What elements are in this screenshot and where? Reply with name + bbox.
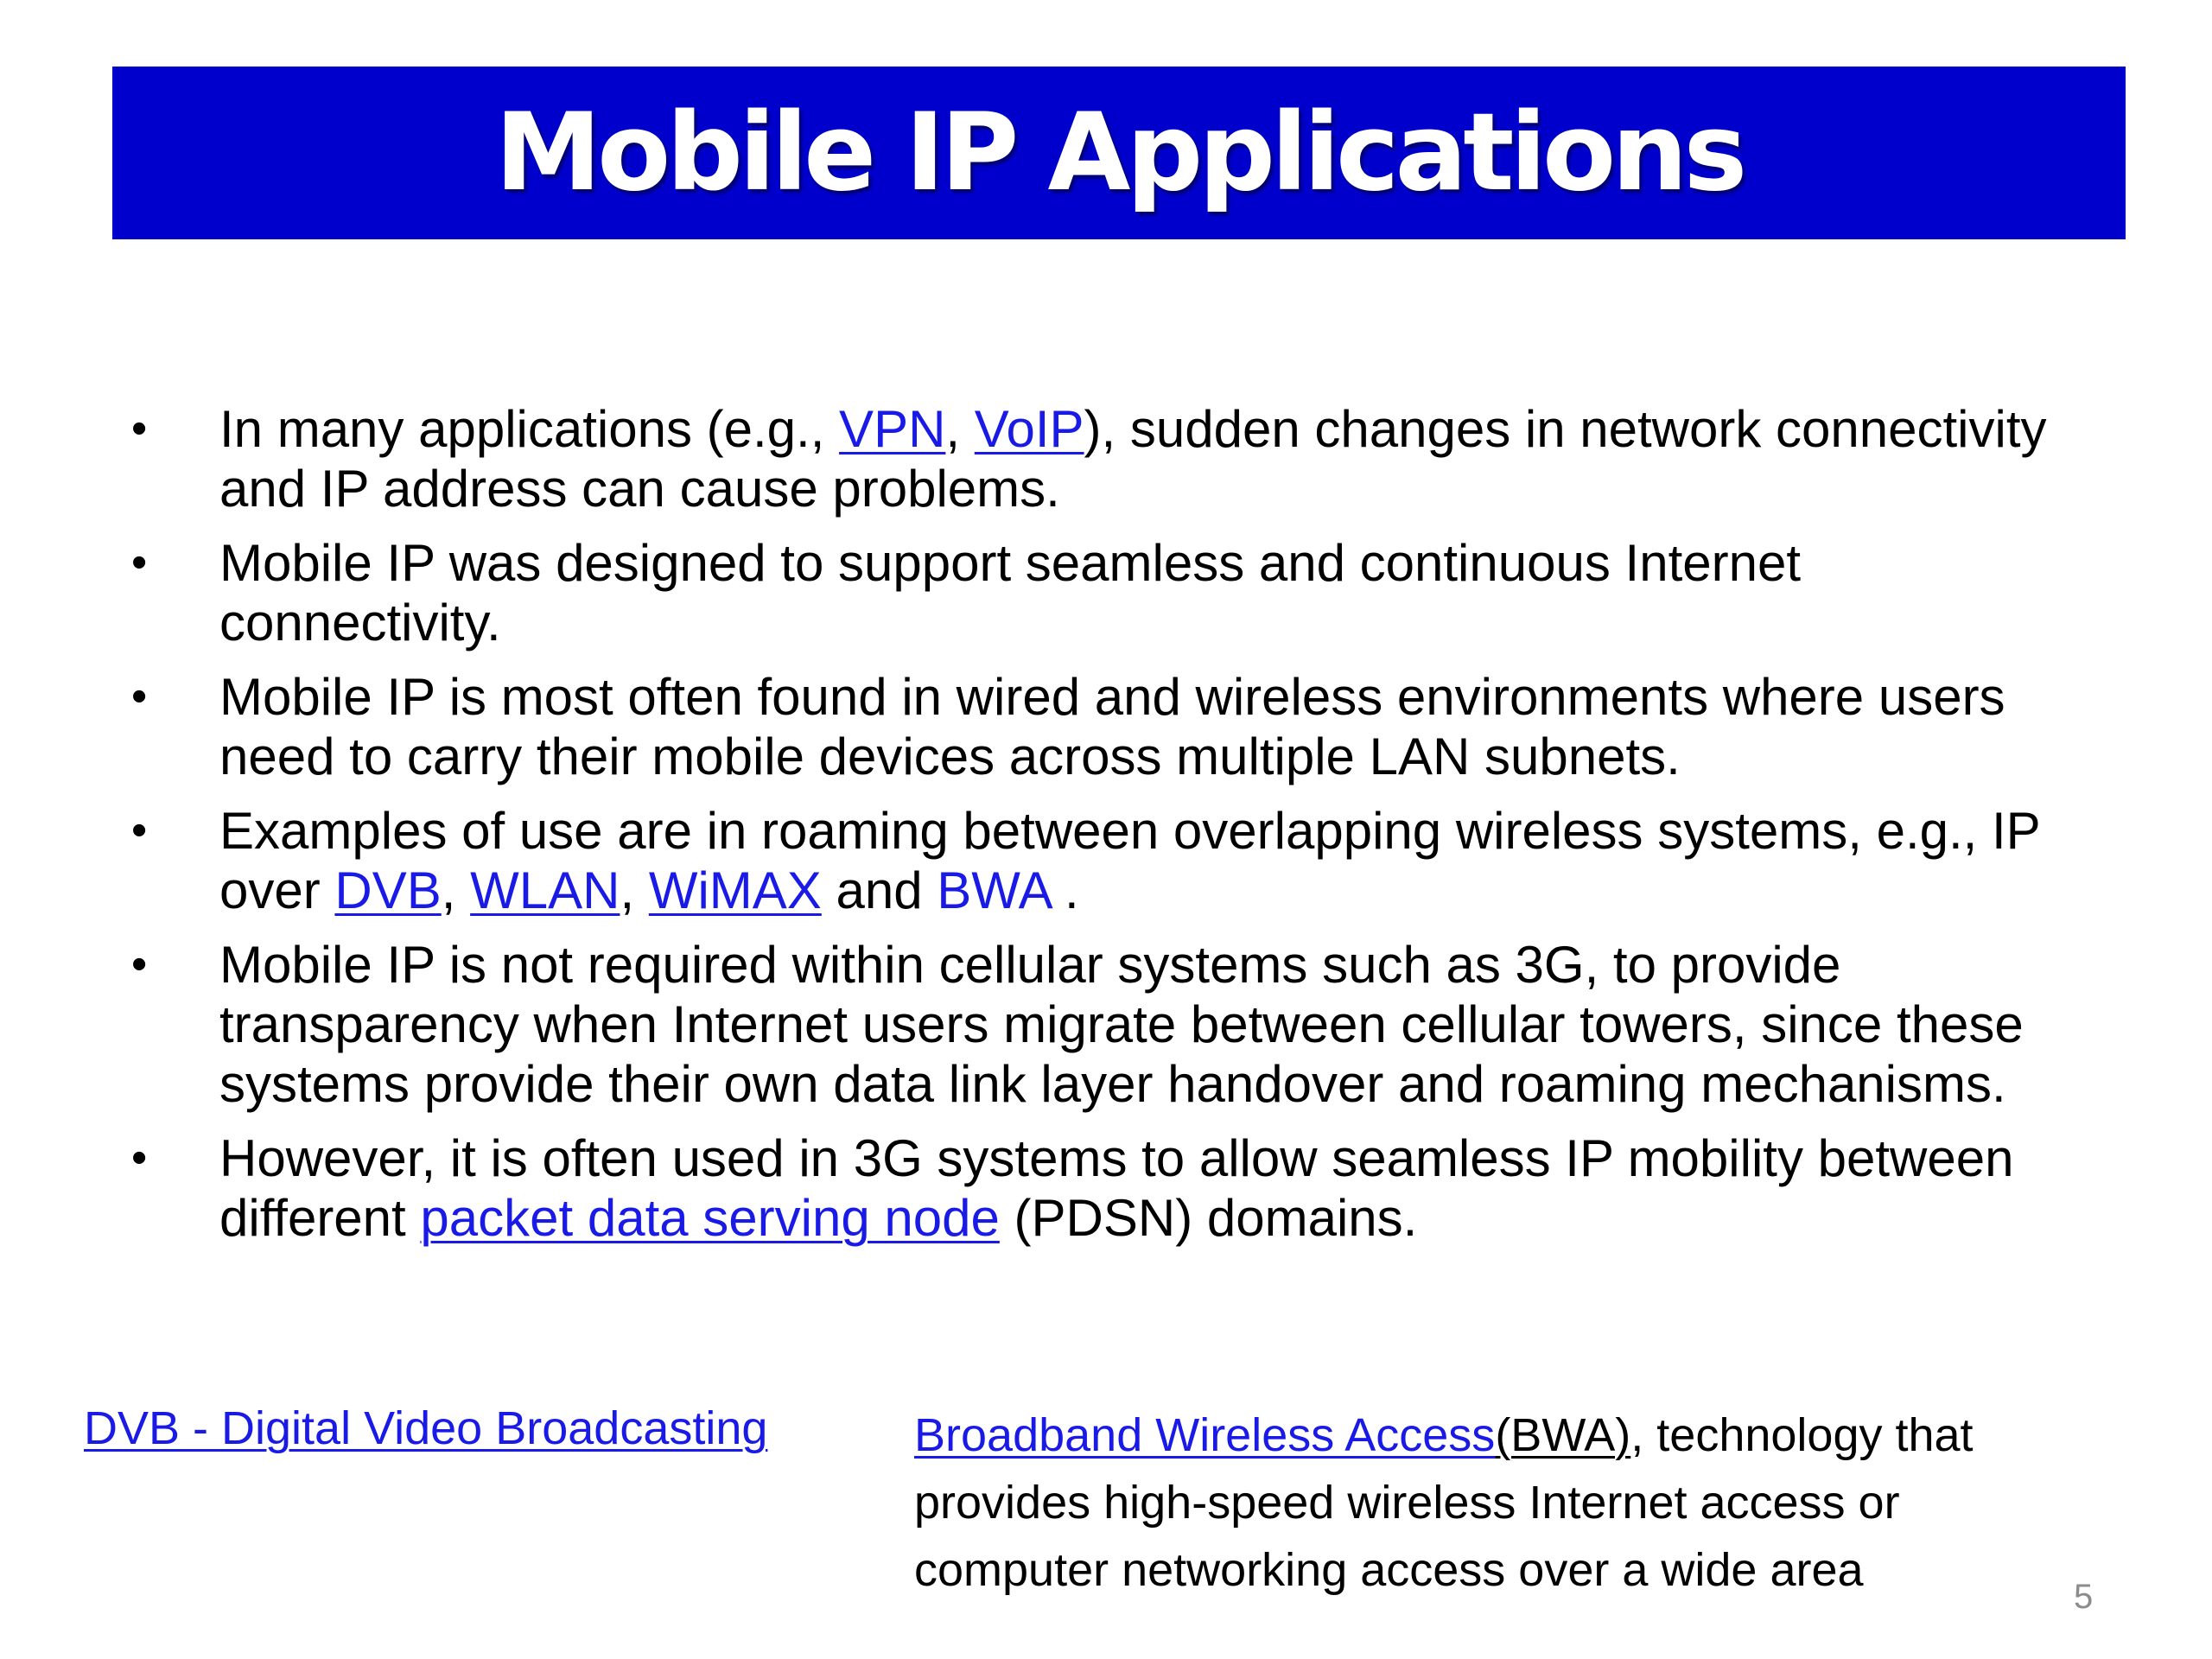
bullet-dot-icon: • <box>131 671 148 721</box>
bullet-item: • Mobile IP is most often found in wired and wireless environments where users need to carry their mobile devices across multiple LAN subnets. <box>131 668 2005 785</box>
vpn-link[interactable]: VPN <box>839 400 946 458</box>
bullet-dot-icon: • <box>131 404 148 454</box>
bwa-description: , technology that provides high-speed wireless Internet access or computer networking access over a wide area <box>914 1409 1974 1596</box>
dvb-definition-link[interactable]: DVB - Digital Video Broadcasting <box>84 1402 768 1454</box>
bullet-item: • Examples of use are in roaming between overlapping wireless systems, e.g., IP over DVB, WLAN, WiMAX and BWA . <box>131 802 2040 919</box>
wlan-link[interactable]: WLAN <box>470 861 620 919</box>
slide-title: Mobile IP Applications <box>494 91 1744 215</box>
bullet-item: • Mobile IP is not required within cellular systems such as 3G, to provide transparency when Internet users migrate between cellular towers, since these systems provide their own data link layer handover and roaming mechanisms. <box>131 936 2024 1113</box>
bullet-item: • However, it is often used in 3G systems to allow seamless IP mobility between different packet data serving node (PDSN) domains. <box>131 1129 2014 1247</box>
bwa-definition-link[interactable]: Broadband Wireless Access <box>914 1409 1496 1461</box>
bullet-item: • In many applications (e.g., VPN, VoIP), sudden changes in network connectivity and IP address can cause problems. <box>131 400 2047 518</box>
bullet-dot-icon: • <box>131 1133 148 1183</box>
page-number: 5 <box>2074 1578 2094 1616</box>
bwa-text: BWA <box>937 861 1051 919</box>
pdsn-link[interactable]: packet data serving node <box>420 1189 1000 1247</box>
dvb-note <box>84 1400 767 1457</box>
bullet-item: • Mobile IP was designed to support seamless and continuous Internet connectivity. <box>131 534 1801 652</box>
voip-link[interactable]: VoIP <box>974 400 1084 458</box>
wimax-link[interactable]: WiMAX <box>648 861 822 919</box>
bullet-dot-icon: • <box>131 939 148 989</box>
bullet-dot-icon: • <box>131 805 148 855</box>
dvb-link[interactable]: DVB <box>334 861 442 919</box>
bullet-list <box>131 399 2093 1262</box>
title-bar <box>112 67 2126 239</box>
bwa-abbreviation: (BWA) <box>1495 1409 1631 1461</box>
bullet-dot-icon: • <box>131 537 148 588</box>
bwa-note <box>914 1402 2020 1604</box>
